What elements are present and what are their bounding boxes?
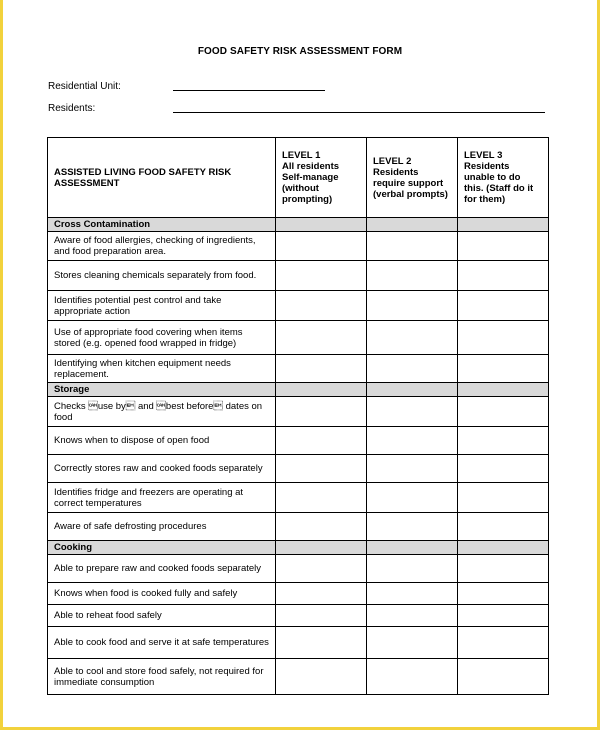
level-3-cell[interactable]: [458, 427, 549, 455]
section-row-storage: [48, 383, 549, 397]
level-3-cell[interactable]: [458, 232, 549, 261]
level-1-cell[interactable]: [276, 397, 367, 427]
table-row: [48, 261, 549, 291]
table-row: [48, 355, 549, 383]
table-row: [48, 583, 549, 605]
level-3-cell[interactable]: [458, 627, 549, 659]
level-2-cell[interactable]: [367, 659, 458, 695]
level-2-cell[interactable]: [367, 513, 458, 541]
level-title: LEVEL 3: [464, 150, 503, 161]
section-row-cross-contamination: [48, 218, 549, 232]
level-3-cell[interactable]: [458, 355, 549, 383]
section-title: Cooking: [48, 541, 276, 555]
level-3-cell[interactable]: [458, 583, 549, 605]
table-row: [48, 291, 549, 321]
header-level-1: [276, 138, 367, 218]
level-1-cell[interactable]: [276, 555, 367, 583]
criterion-text: Able to reheat food safely: [48, 605, 276, 627]
criterion-text: Identifies potential pest control and take appropriate action: [48, 291, 276, 321]
level-1-cell[interactable]: [276, 232, 367, 261]
criterion-text: Aware of safe defrosting procedures: [48, 513, 276, 541]
table-row: [48, 659, 549, 695]
table-row: [48, 427, 549, 455]
level-2-cell[interactable]: [367, 605, 458, 627]
level-1-cell[interactable]: [276, 291, 367, 321]
header-level-2: [367, 138, 458, 218]
table-row: [48, 513, 549, 541]
table-header-row: [48, 138, 549, 218]
header-level-3: [458, 138, 549, 218]
criterion-text: Stores cleaning chemicals separately from food.: [48, 261, 276, 291]
level-3-cell[interactable]: [458, 513, 549, 541]
header-assessment-title: ASSISTED LIVING FOOD SAFETY RISK ASSESSMENT: [48, 138, 276, 218]
level-description: Residents unable to do this. (Staff do it for them): [464, 161, 534, 205]
residential-unit-line[interactable]: [173, 90, 325, 91]
residential-unit-label: Residential Unit:: [48, 81, 121, 92]
level-3-cell[interactable]: [458, 605, 549, 627]
level-1-cell[interactable]: [276, 513, 367, 541]
level-1-cell[interactable]: [276, 627, 367, 659]
level-description: All residents Self-manage (without prompting): [282, 161, 340, 205]
level-1-cell[interactable]: [276, 455, 367, 483]
table-row: [48, 605, 549, 627]
criterion-text: Aware of food allergies, checking of ingredients, and food preparation area.: [48, 232, 276, 261]
criterion-text: Correctly stores raw and cooked foods separately: [48, 455, 276, 483]
level-2-cell[interactable]: [367, 483, 458, 513]
criterion-text: Identifying when kitchen equipment needs replacement.: [48, 355, 276, 383]
criterion-text: Use of appropriate food covering when items stored (e.g. opened food wrapped in fridge): [48, 321, 276, 355]
criterion-text: Able to cool and store food safely, not required for immediate consumption: [48, 659, 276, 695]
criterion-text: Checks use by and best before dates on food: [48, 397, 276, 427]
level-2-cell[interactable]: [367, 291, 458, 321]
level-3-cell[interactable]: [458, 291, 549, 321]
level-1-cell[interactable]: [276, 427, 367, 455]
level-3-cell[interactable]: [458, 455, 549, 483]
level-1-cell[interactable]: [276, 605, 367, 627]
level-2-cell[interactable]: [367, 261, 458, 291]
level-1-cell[interactable]: [276, 659, 367, 695]
table-row: [48, 555, 549, 583]
level-1-cell[interactable]: [276, 355, 367, 383]
level-2-cell[interactable]: [367, 627, 458, 659]
criterion-text: Knows when to dispose of open food: [48, 427, 276, 455]
form-title: FOOD SAFETY RISK ASSESSMENT FORM: [197, 46, 403, 57]
assessment-table: [47, 137, 549, 695]
level-3-cell[interactable]: [458, 397, 549, 427]
level-2-cell[interactable]: [367, 397, 458, 427]
level-title: LEVEL 2: [373, 155, 412, 167]
residents-label: Residents:: [48, 103, 96, 114]
table-row: [48, 483, 549, 513]
residents-line[interactable]: [173, 112, 545, 113]
level-2-cell[interactable]: [367, 232, 458, 261]
table-row: [48, 627, 549, 659]
table-row: [48, 455, 549, 483]
table-row: [48, 321, 549, 355]
section-title: Cross Contamination: [48, 218, 276, 232]
level-2-cell[interactable]: [367, 555, 458, 583]
level-description: Residents require support (verbal prompts): [373, 166, 448, 200]
criterion-text: Able to cook food and serve it at safe temperatures: [48, 627, 276, 659]
level-2-cell[interactable]: [367, 583, 458, 605]
level-3-cell[interactable]: [458, 555, 549, 583]
level-2-cell[interactable]: [367, 455, 458, 483]
level-2-cell[interactable]: [367, 427, 458, 455]
section-title: Storage: [48, 383, 276, 397]
criterion-text: Identifies fridge and freezers are operating at correct temperatures: [48, 483, 276, 513]
level-3-cell[interactable]: [458, 261, 549, 291]
section-row-cooking: [48, 541, 549, 555]
level-3-cell[interactable]: [458, 483, 549, 513]
criterion-text: Able to prepare raw and cooked foods separately: [48, 555, 276, 583]
level-1-cell[interactable]: [276, 261, 367, 291]
table-row: [48, 232, 549, 261]
level-3-cell[interactable]: [458, 659, 549, 695]
level-2-cell[interactable]: [367, 321, 458, 355]
level-1-cell[interactable]: [276, 583, 367, 605]
level-2-cell[interactable]: [367, 355, 458, 383]
level-1-cell[interactable]: [276, 483, 367, 513]
criterion-text: Knows when food is cooked fully and safely: [48, 583, 276, 605]
table-row: [48, 397, 549, 427]
level-title: LEVEL 1: [282, 150, 321, 161]
level-3-cell[interactable]: [458, 321, 549, 355]
level-1-cell[interactable]: [276, 321, 367, 355]
